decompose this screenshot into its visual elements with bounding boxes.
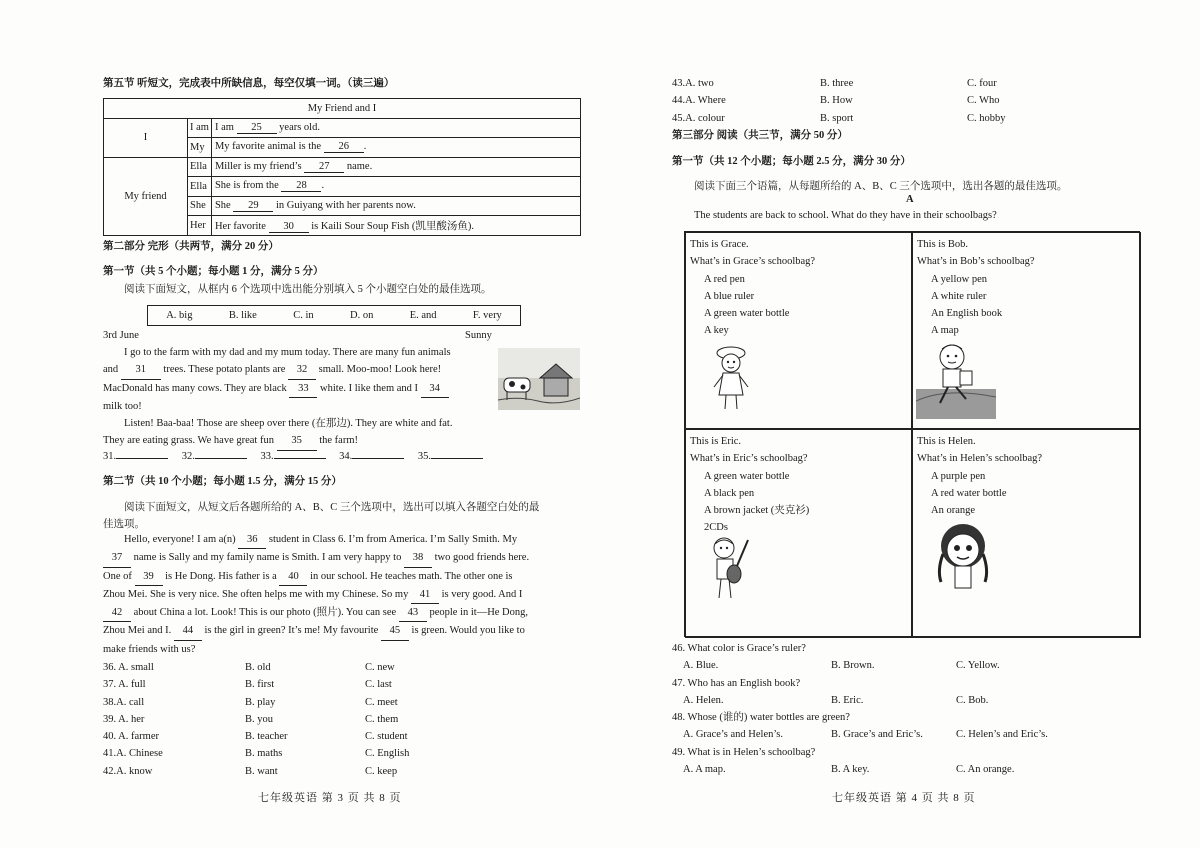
- girl-helen-icon: [931, 520, 995, 596]
- part3-s1-instruction: 阅读下面三个语篇，从每题所给的 A、B、C 三个选项中，选出各题的最佳选项。: [694, 181, 1068, 192]
- table-row: Her favorite 30 is Kaili Sour Soup Fish (凯里酸汤鱼).: [211, 216, 580, 236]
- answer-34[interactable]: [352, 458, 404, 459]
- blank-30[interactable]: 30: [269, 221, 309, 233]
- answer-33[interactable]: [274, 458, 326, 459]
- blank-26[interactable]: 26: [324, 141, 364, 153]
- diary-weather: Sunny: [465, 330, 492, 341]
- blank-29[interactable]: 29: [233, 200, 273, 212]
- option-e: E. and: [409, 310, 437, 321]
- question-options: A. Blue. B. Brown. C. Yellow.: [683, 660, 1000, 672]
- choice-row: 38.A. call B. play C. meet: [103, 696, 398, 708]
- farm-passage: I go to the farm with my dad and my mum today. There are many fun animals and 31 trees. These potato plants are 32 small. Moo-moo! Look here! MacDonald has many cows. They are black 33 white. I like them and I 34 milk too! Listen! Baa-baa! Those are sheep over there (在那边). They are white and fat. They are eating grass. We have great fun 35 the farm!: [103, 344, 452, 451]
- sec5-heading: 第五节 听短文，完成表中所缺信息，每空仅填一词。（读三遍）: [103, 78, 395, 89]
- list-item: A key: [704, 325, 729, 337]
- answer-31[interactable]: [116, 458, 168, 459]
- choices-43-45: [672, 75, 1006, 127]
- part2-s1-instruction: 阅读下面短文，从框内 6 个选项中选出能分别填入 5 个小题空白处的最佳选项。: [124, 284, 492, 295]
- schoolbags-grid: [684, 231, 1140, 637]
- choice-row: 44.A. Where B. How C. Who: [672, 95, 1000, 107]
- questions-46-49: [672, 640, 1048, 778]
- option-d: D. on: [349, 310, 374, 321]
- blank-44[interactable]: 44: [174, 622, 202, 640]
- blank-34[interactable]: 34: [421, 380, 449, 398]
- passage-letter: A: [906, 194, 914, 205]
- right-footer: 七年级英语 第 4 页 共 8 页: [832, 792, 976, 804]
- table-cell: She: [188, 196, 212, 216]
- boy-bob-icon: [916, 341, 996, 419]
- options-box: [147, 305, 521, 326]
- bag-bob: This is Bob. What’s in Bob’s schoolbag? A yellow pen A white ruler An English book A map: [912, 232, 1141, 429]
- table-cell: My: [188, 138, 212, 158]
- list-item: An English book: [931, 308, 1003, 320]
- answer-35[interactable]: [431, 458, 483, 459]
- bag-helen: This is Helen. What’s in Helen’s schoolbag? A purple pen A red water bottle An orange: [912, 429, 1141, 638]
- answer-32[interactable]: [195, 458, 247, 459]
- answer-line: 31. 32. 33. 34. 35.: [103, 451, 483, 462]
- list-item: A brown jacket (夹克衫): [704, 505, 810, 517]
- blank-38[interactable]: 38: [404, 549, 432, 567]
- part2-heading: 第二部分 完形（共两节，满分 20 分）: [103, 241, 279, 252]
- bag-eric: This is Eric. What’s in Eric’s schoolbag? A green water bottle A black pen A brown jacket (夹克衫) 2CDs: [685, 429, 912, 638]
- table-cell: Ella: [188, 157, 212, 177]
- blank-41[interactable]: 41: [411, 586, 439, 604]
- table-cell: Her: [188, 216, 212, 236]
- list-item: An orange: [931, 505, 976, 517]
- list-item: A black pen: [704, 487, 755, 499]
- blank-33[interactable]: 33: [289, 380, 317, 398]
- blank-32[interactable]: 32: [288, 361, 316, 379]
- list-item: 2CDs: [704, 522, 728, 534]
- option-c: C. in: [293, 310, 314, 321]
- question-options: A. Helen. B. Eric. C. Bob.: [683, 694, 989, 706]
- option-f: F. very: [472, 310, 502, 321]
- group-i: I: [104, 118, 188, 157]
- question-options: A. Grace’s and Helen’s. B. Grace’s and Eric’s. C. Helen’s and Eric’s.: [683, 729, 1048, 741]
- list-item: A map: [931, 325, 959, 337]
- table-row: She is from the 28 .: [211, 177, 580, 197]
- blank-40[interactable]: 40: [279, 568, 307, 586]
- blank-31[interactable]: 31: [121, 361, 161, 379]
- choice-row: 41.A. Chinese B. maths C. English: [103, 748, 410, 760]
- group-friend: My friend: [104, 157, 188, 235]
- blank-43[interactable]: 43: [399, 604, 427, 622]
- blank-25[interactable]: 25: [237, 122, 277, 134]
- passage-intro: The students are back to school. What do they have in their schoolbags?: [694, 210, 997, 221]
- blank-45[interactable]: 45: [381, 622, 409, 640]
- girl-grace-icon: [706, 343, 756, 415]
- table-row: My favorite animal is the 26 .: [211, 138, 580, 158]
- choice-row: 43.A. two B. three C. four: [672, 78, 997, 89]
- part2-s2-heading: 第二节（共 10 个小题；每小题 1.5 分，满分 15 分）: [103, 476, 342, 487]
- farm-picture: [498, 348, 580, 410]
- table-row: She 29 in Guiyang with her parents now.: [211, 196, 580, 216]
- choice-row: 36. A. small B. old C. new: [103, 662, 395, 673]
- list-item: A green water bottle: [704, 308, 790, 320]
- choice-row: 40. A. farmer B. teacher C. student: [103, 731, 408, 743]
- list-item: A white ruler: [931, 290, 987, 302]
- sally-passage: Hello, everyone! I am a(n) 36 student in Class 6. I’m from America. I’m Sally Smith. My 37 name is Sally and my family name is Smith. I am very happy to 38 two good friends here. One of 39 is He Dong. His father is a 40 in our school. He teaches math. The other one is Zhou Mei. She is very nice. She often helps me with my Chinese. So my 41 is very good. And I 42 about China a lot. Look! This is our photo (照片). You can see 43 people in it—He Dong, Zhou Mei and I. 44 is the girl in green? It’s me! My favourite 45 is green. Would you like to make friends with us?: [103, 531, 529, 658]
- blank-28[interactable]: 28: [281, 180, 321, 192]
- part2-s2-instruction: 阅读下面短文，从短文后各题所给的 A、B、C 三个选项中，选出可以填入各题空白处的最: [124, 502, 540, 513]
- part2-s2-instruction-2: 佳选项。: [103, 519, 145, 530]
- question-options: A. A map. B. A key. C. An orange.: [683, 764, 1015, 776]
- bag-grace: This is Grace. What’s in Grace’s schoolbag? A red pen A blue ruler A green water bottle A key: [685, 232, 912, 429]
- option-a: A. big: [166, 310, 193, 321]
- choice-row: 39. A. her B. you C. them: [103, 713, 399, 725]
- list-item: A yellow pen: [931, 273, 987, 285]
- question: 48. Whose (谁的) water bottles are green?: [672, 712, 850, 724]
- list-item: A purple pen: [931, 470, 986, 482]
- blank-36[interactable]: 36: [238, 531, 266, 549]
- part3-heading: 第三部分 阅读（共三节，满分 50 分）: [672, 130, 848, 141]
- choices-36-42: [103, 659, 409, 780]
- left-footer: 七年级英语 第 3 页 共 8 页: [258, 792, 402, 804]
- table-row: I am 25 years old.: [211, 118, 580, 138]
- question: 49. What is in Helen’s schoolbag?: [672, 746, 816, 758]
- list-item: A red water bottle: [931, 487, 1007, 499]
- option-b: B. like: [228, 310, 257, 321]
- blank-37[interactable]: 37: [103, 549, 131, 567]
- question: 46. What color is Grace’s ruler?: [672, 643, 806, 654]
- list-item: A green water bottle: [704, 470, 790, 482]
- choice-row: 42.A. know B. want C. keep: [103, 765, 398, 777]
- blank-27[interactable]: 27: [304, 161, 344, 173]
- part2-s1-heading: 第一节（共 5 个小题；每小题 1 分，满分 5 分）: [103, 266, 324, 277]
- table-cell: I am: [188, 118, 212, 138]
- list-item: A red pen: [704, 273, 745, 285]
- part3-s1-heading: 第一节（共 12 个小题；每小题 2.5 分，满分 30 分）: [672, 156, 911, 167]
- choice-row: 37. A. full B. first C. last: [103, 679, 392, 691]
- choice-row: 45.A. colour B. sport C. hobby: [672, 112, 1006, 124]
- diary-date: 3rd June: [103, 330, 139, 341]
- question: 47. Who has an English book?: [672, 677, 801, 689]
- table-row: Miller is my friend’s 27 name.: [211, 157, 580, 177]
- blank-42[interactable]: 42: [103, 604, 131, 622]
- blank-35[interactable]: 35: [277, 432, 317, 450]
- boy-eric-guitar-icon: [704, 534, 754, 604]
- list-item: A blue ruler: [704, 290, 755, 302]
- table-cell: Ella: [188, 177, 212, 197]
- my-friend-table: [103, 98, 581, 236]
- table-title: My Friend and I: [104, 99, 581, 119]
- blank-39[interactable]: 39: [135, 568, 163, 586]
